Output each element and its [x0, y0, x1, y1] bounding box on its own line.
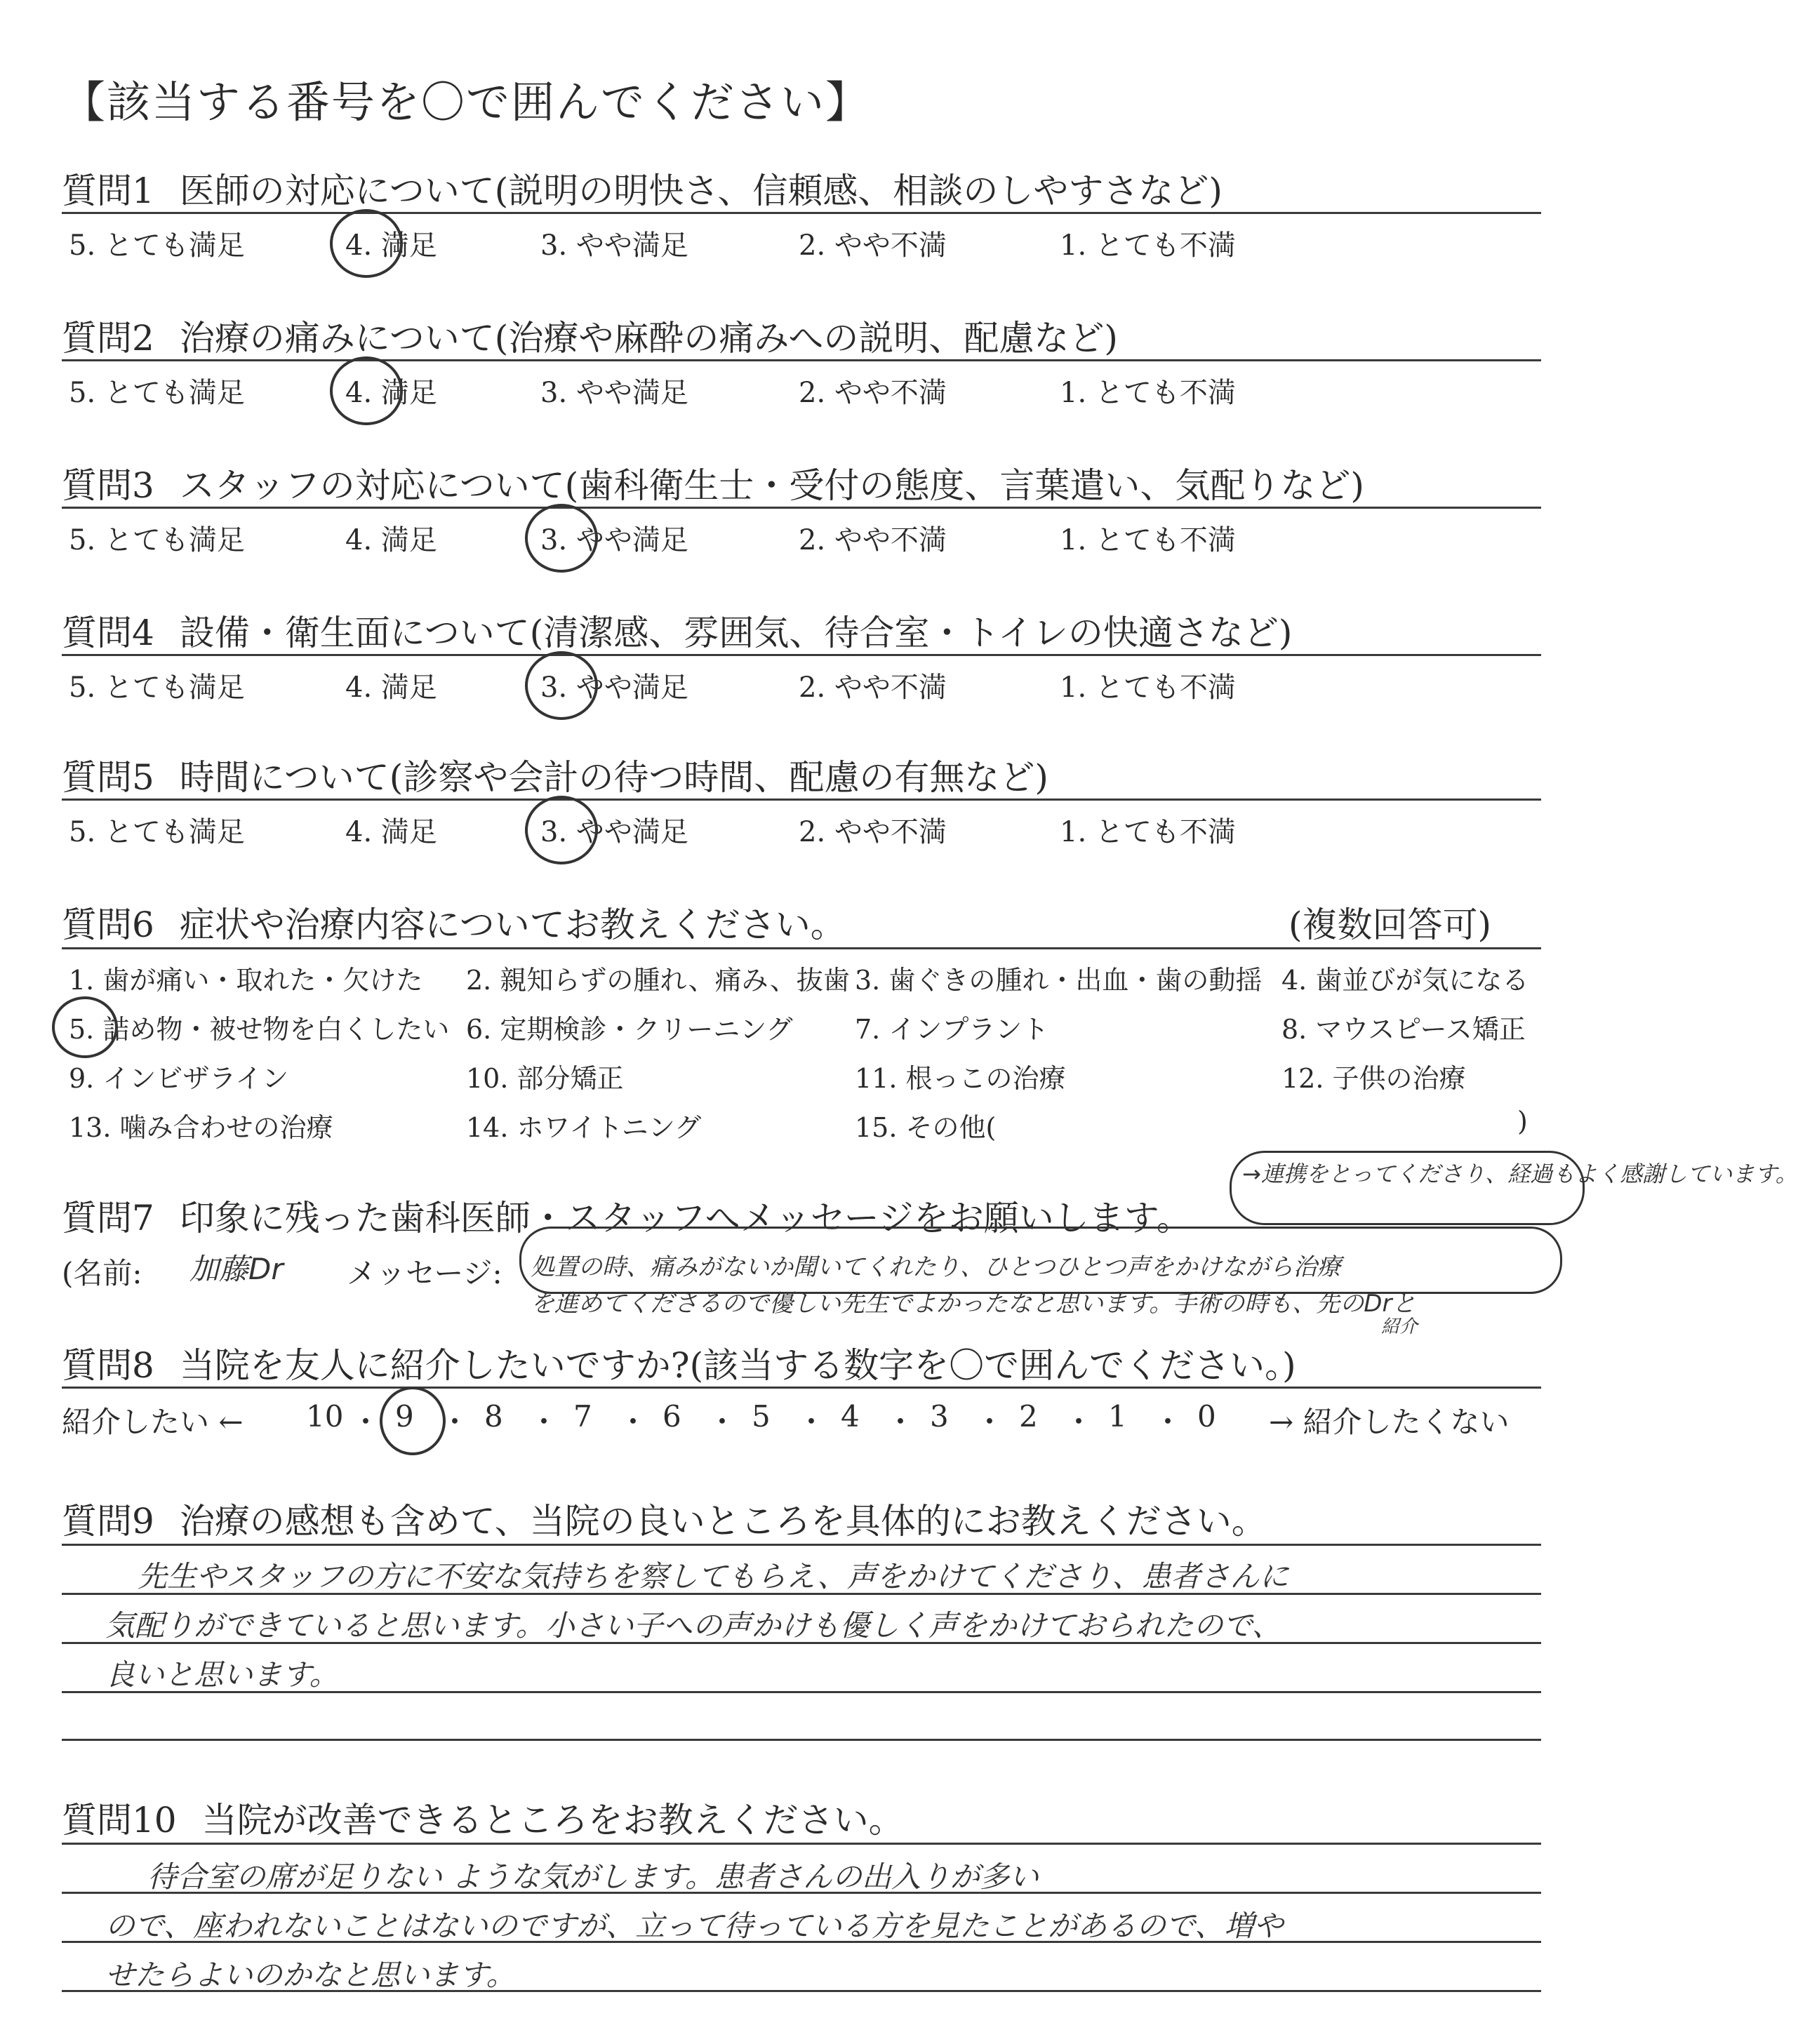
question-1-text: 医師の対応について(説明の明快さ、信頼感、相談のしやすさなど)	[179, 171, 1223, 211]
question-4-text: 設備・衛生面について(清潔感、雰囲気、待合室・トイレの快適さなど)	[179, 613, 1293, 653]
symptom-option[interactable]: 8. マウスピース矯正	[1281, 1014, 1526, 1045]
answer-line: ので、座われないことはないのですが、立って待っている方を見たことがあるので、増や	[105, 1909, 1284, 1943]
question-3-rule	[62, 507, 1541, 509]
symptom-option[interactable]: 10. 部分矯正	[466, 1063, 624, 1094]
symptom-option[interactable]: 14. ホワイトニング	[466, 1112, 702, 1143]
scale-separator: ・	[1064, 1405, 1094, 1439]
scale-separator: ・	[618, 1405, 648, 1439]
message-label: メッセージ:	[347, 1256, 502, 1290]
rating-option[interactable]: 4. 満足	[345, 524, 437, 556]
rating-option[interactable]: 5. とても満足	[69, 816, 245, 848]
rating-option[interactable]: 1. とても不満	[1060, 524, 1236, 556]
name-label: (名前:	[62, 1256, 142, 1290]
symptom-option[interactable]: 11. 根っこの治療	[855, 1063, 1066, 1094]
question-3-number: 質問3	[62, 465, 154, 506]
selection-circle	[525, 504, 598, 573]
writing-line	[62, 1843, 1541, 1845]
rating-option[interactable]: 5. とても満足	[69, 229, 245, 262]
rating-option[interactable]: 5. とても満足	[69, 524, 245, 556]
question-8-title	[62, 1337, 1296, 1388]
question-3-title	[62, 457, 1364, 508]
question-1-number: 質問1	[62, 171, 154, 211]
selection-circle	[380, 1387, 446, 1455]
scale-value[interactable]: 0	[1197, 1399, 1216, 1434]
symptom-option[interactable]: 4. 歯並びが気になる	[1281, 965, 1529, 996]
symptom-option[interactable]: 13. 噛み合わせの治療	[69, 1112, 333, 1143]
symptom-option[interactable]: 9. インビザライン	[69, 1063, 289, 1094]
rating-option[interactable]: 2. やや不満	[799, 229, 947, 262]
question-9-title	[62, 1493, 1267, 1544]
question-6-rule	[62, 947, 1541, 949]
question-3-text: スタッフの対応について(歯科衛生士・受付の態度、言葉遣い、気配りなど)	[179, 465, 1364, 506]
rating-option[interactable]: 2. やや不満	[799, 816, 947, 848]
scale-right-label: → 紹介したくない	[1269, 1405, 1510, 1439]
rating-option[interactable]: 1. とても不満	[1060, 377, 1236, 409]
answer-line: 先生やスタッフの方に不安な気持ちを察してもらえ、声をかけてくださり、患者さんに	[138, 1559, 1289, 1594]
scale-separator: ・	[440, 1405, 470, 1439]
rating-option[interactable]: 4. 満足	[345, 229, 437, 262]
question-6-text: 症状や治療内容についてお教えください。	[179, 904, 846, 945]
rating-option[interactable]: 3. やや満足	[540, 524, 688, 556]
question-6-number: 質問6	[62, 904, 154, 945]
scale-separator: ・	[975, 1405, 1005, 1439]
scale-value[interactable]: 1	[1108, 1399, 1127, 1434]
question-4-number: 質問4	[62, 613, 154, 653]
question-4-title	[62, 605, 1292, 655]
scale-value[interactable]: 3	[930, 1399, 949, 1434]
rating-option[interactable]: 4. 満足	[345, 816, 437, 848]
rating-option[interactable]: 2. やや不満	[799, 672, 947, 704]
rating-option[interactable]: 3. やや満足	[540, 816, 688, 848]
rating-option[interactable]: 4. 満足	[345, 377, 437, 409]
question-9-text: 治療の感想も含めて、当院の良いところを具体的にお教えください。	[179, 1501, 1267, 1542]
question-10-title	[62, 1792, 904, 1843]
scale-value[interactable]: 6	[662, 1399, 681, 1434]
scale-value[interactable]: 2	[1019, 1399, 1038, 1434]
rating-option[interactable]: 2. やや不満	[799, 377, 947, 409]
symptom-option[interactable]: 3. 歯ぐきの腫れ・出血・歯の動揺	[855, 965, 1263, 996]
question-5-text: 時間について(診察や会計の待つ時間、配慮の有無など)	[179, 757, 1048, 798]
scale-separator: ・	[797, 1405, 827, 1439]
question-2-number: 質問2	[62, 318, 154, 359]
message-circle	[519, 1227, 1562, 1294]
symptom-option[interactable]: 6. 定期検診・クリーニング	[466, 1014, 793, 1045]
question-1-rule	[62, 212, 1541, 214]
symptom-option[interactable]: 5. 詰め物・被せ物を白くしたい	[69, 1014, 450, 1045]
annotation-circle	[1230, 1151, 1585, 1225]
selection-circle	[330, 356, 403, 425]
message-line: 処置の時、痛みがないか聞いてくれたり、ひとつひとつ声をかけながら治療	[531, 1253, 1341, 1281]
question-7-text: 印象に残った歯科医師・スタッフへメッセージをお願いします。	[179, 1198, 1192, 1238]
rating-option[interactable]: 1. とても不満	[1060, 672, 1236, 704]
rating-option[interactable]: 3. やや満足	[540, 229, 688, 262]
scale-separator: ・	[886, 1405, 916, 1439]
multiple-answer-note: (複数回答可)	[1288, 904, 1492, 945]
rating-option[interactable]: 3. やや満足	[540, 377, 688, 409]
symptom-option[interactable]: 15. その他(	[855, 1112, 997, 1143]
rating-option[interactable]: 4. 満足	[345, 672, 437, 704]
selection-circle	[525, 796, 598, 864]
scale-separator: ・	[529, 1405, 559, 1439]
question-7-number: 質問7	[62, 1198, 154, 1238]
message-aside: 紹介	[1381, 1316, 1418, 1337]
scale-value[interactable]: 9	[395, 1399, 414, 1434]
question-9-number: 質問9	[62, 1501, 154, 1542]
scale-value[interactable]: 8	[484, 1399, 503, 1434]
question-4-rule	[62, 654, 1541, 656]
selection-circle	[330, 209, 403, 278]
name-value: 加藤Dr	[189, 1252, 284, 1286]
scale-separator: ・	[707, 1405, 738, 1439]
answer-line: 良いと思います。	[105, 1657, 339, 1692]
answer-line: 気配りができていると思います。小さい子への声かけも優しく声をかけておられたので、	[105, 1608, 1281, 1643]
rating-option[interactable]: 2. やや不満	[799, 524, 947, 556]
writing-line	[62, 1544, 1541, 1546]
annotation-note: →連携をとってくださり、経過もよく感謝しています。	[1242, 1161, 1798, 1187]
question-2-rule	[62, 359, 1541, 361]
scale-separator: ・	[1153, 1405, 1183, 1439]
selection-circle	[525, 651, 598, 720]
question-8-number: 質問8	[62, 1345, 154, 1386]
selection-circle	[52, 996, 118, 1058]
question-2-title	[62, 310, 1118, 361]
rating-option[interactable]: 5. とても満足	[69, 377, 245, 409]
question-6-title	[62, 897, 846, 947]
question-5-number: 質問5	[62, 757, 154, 798]
scale-value[interactable]: 7	[573, 1399, 592, 1434]
rating-option[interactable]: 1. とても不満	[1060, 229, 1236, 262]
question-5-rule	[62, 799, 1541, 801]
question-10-number: 質問10	[62, 1800, 177, 1841]
writing-line	[62, 1739, 1541, 1741]
scale-value[interactable]: 10	[306, 1399, 344, 1434]
scale-value[interactable]: 5	[752, 1399, 771, 1434]
question-1-title	[62, 163, 1223, 213]
question-8-rule	[62, 1387, 1541, 1389]
answer-line: せたらよいのかなと思います。	[105, 1958, 516, 1992]
symptom-option[interactable]: 12. 子供の治療	[1281, 1063, 1466, 1094]
symptom-option[interactable]: 7. インプラント	[855, 1014, 1049, 1045]
symptom-option[interactable]: 1. 歯が痛い・取れた・欠けた	[69, 965, 423, 996]
instruction-heading: 【該当する番号を〇で囲んでください】	[62, 76, 871, 128]
rating-option[interactable]: 3. やや満足	[540, 672, 688, 704]
question-5-title	[62, 749, 1048, 800]
rating-option[interactable]: 1. とても不満	[1060, 816, 1236, 848]
question-2-text: 治療の痛みについて(治療や麻酔の痛みへの説明、配慮など)	[179, 318, 1118, 359]
rating-option[interactable]: 5. とても満足	[69, 672, 245, 704]
scale-left-label: 紹介したい ←	[62, 1405, 244, 1439]
question-8-text: 当院を友人に紹介したいですか?(該当する数字を〇で囲んでください。)	[179, 1345, 1296, 1386]
symptom-option[interactable]: 2. 親知らずの腫れ、痛み、抜歯	[466, 965, 850, 996]
answer-line: 待合室の席が足りない ような気がします。患者さんの出入りが多い	[147, 1859, 1039, 1894]
scale-value[interactable]: 4	[841, 1399, 860, 1434]
scale-separator: ・	[351, 1405, 381, 1439]
symptom-option[interactable]: )	[1517, 1106, 1528, 1137]
message-line: を進めてくださるので優しい先生でよかったなと思います。手術の時も、先のDrと	[531, 1290, 1416, 1318]
question-10-text: 当院が改善できるところをお教えください。	[201, 1800, 904, 1841]
